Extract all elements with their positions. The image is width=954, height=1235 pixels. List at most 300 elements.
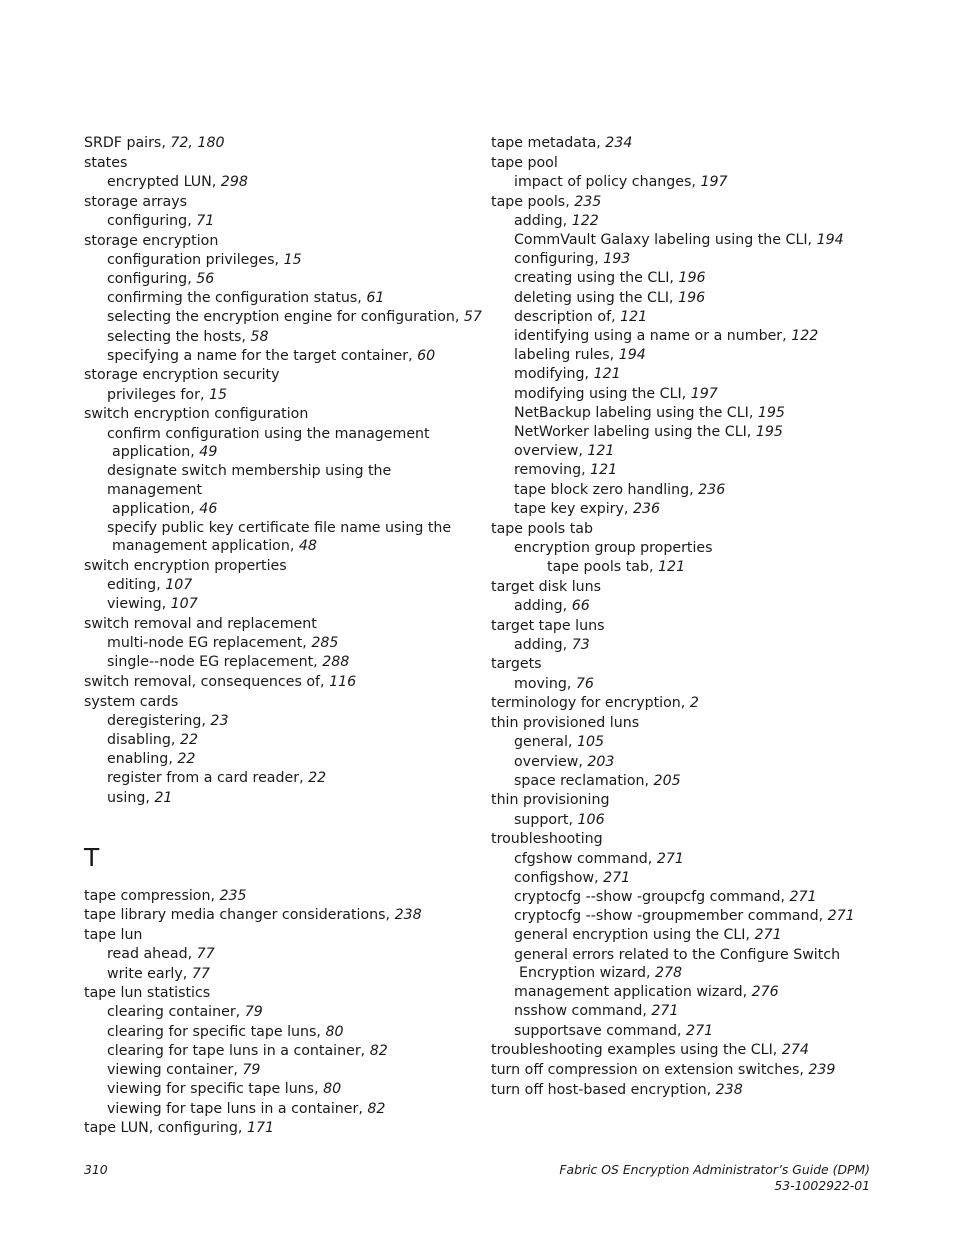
entry-page-ref[interactable]: 203 [587,753,615,770]
entry-page-ref[interactable]: 285 [311,634,339,651]
entry-separator: , [645,965,655,982]
entry-term: modifying [514,366,585,383]
index-subentry [514,461,931,480]
entry-separator: , [313,654,323,671]
entry-term: adding [514,636,563,653]
entry-term: thin provisioning [491,792,610,809]
entry-page-ref[interactable]: 73 [571,636,590,653]
entry-separator: , [567,734,577,751]
entry-separator: , [647,850,657,867]
index-entry [84,154,476,173]
entry-term: confirm configuration using the management [107,425,430,442]
entry-page-ref[interactable]: 58 [250,328,269,345]
entry-term: single--node EG replacement [107,654,314,671]
entry-page-ref[interactable]: 195 [755,424,783,441]
index-subentry [107,634,476,653]
entry-page-ref[interactable]: 271 [651,1003,679,1020]
entry-term: NetBackup labeling using the CLI [514,404,749,421]
footer-doc-info [559,1162,870,1194]
index-subentry [514,231,931,250]
entry-page-ref[interactable]: 77 [191,965,210,982]
entry-term: turn off host-based encryption [491,1081,707,1098]
entry-separator: , [190,444,200,461]
entry-page-ref[interactable]: 23 [210,712,229,729]
entry-separator: , [677,1022,687,1039]
entry-term: deleting using the CLI [514,289,670,306]
entry-page-ref[interactable]: 171 [246,1120,275,1137]
entry-page-ref[interactable]: 276 [751,984,779,1001]
entry-page-ref[interactable]: 107 [165,576,193,593]
index-subentry [107,1100,476,1119]
index-subentry [107,576,476,595]
entry-separator: , [190,500,200,517]
index-entry [491,1061,931,1080]
index-entry [491,154,931,173]
entry-term: target tape luns [491,617,605,634]
entry-term: clearing for tape luns in a container [107,1042,361,1059]
entry-page-ref[interactable]: 76 [575,675,594,692]
entry-page-ref[interactable]: 48 [298,538,317,555]
entry-page-ref[interactable]: 271 [827,908,855,925]
index-entry [84,615,476,634]
entry-separator: , [578,443,588,460]
entry-separator: , [562,212,572,229]
entry-term: tape library media changer considerations [84,907,386,924]
entry-page-ref[interactable]: 239 [808,1061,836,1078]
entry-page-ref[interactable]: 22 [308,770,327,787]
index-entry [491,830,931,849]
entry-separator: , [170,731,180,748]
entry-separator: , [314,1081,324,1098]
entry-term: viewing [107,596,162,613]
entry-separator: , [168,751,178,768]
entry-page-ref[interactable]: 238 [715,1081,743,1098]
entry-separator: , [565,193,575,210]
entry-separator: , [581,462,591,479]
index-subentry [514,888,931,907]
index-entry [491,193,931,212]
entry-separator: , [289,538,299,555]
index-subentry [514,327,931,346]
entry-page-ref[interactable]: 236 [698,481,726,498]
section-letter: T [84,842,100,872]
index-entry [491,714,931,733]
entry-page-ref[interactable]: 79 [244,1004,263,1021]
entry-separator: , [669,270,679,287]
entry-page-ref[interactable]: 236 [632,500,661,517]
index-subentry [107,173,476,192]
entry-page-ref[interactable]: 288 [322,654,350,671]
entry-page-ref[interactable]: 116 [329,673,357,690]
entry-term: specify public key certificate file name using the [107,519,452,536]
entry-page-ref[interactable]: 15 [208,386,228,403]
entry-term-cont-text: application [112,444,191,461]
entry-page-ref[interactable]: 22 [179,731,199,748]
entry-separator: , [156,576,166,593]
entry-term: using [107,789,146,806]
index-subentry [514,675,931,694]
entry-page-ref[interactable]: 107 [170,596,198,613]
entry-term: cryptocfg --show -groupcfg command [514,888,781,905]
index-subentry [514,385,931,404]
entry-separator: , [782,328,792,345]
entry-page-ref[interactable]: 238 [394,907,422,924]
index-subentry [107,212,476,231]
entry-separator: , [408,347,418,364]
index-subentry [514,926,931,945]
entry-page-ref[interactable]: 274 [781,1042,809,1059]
index-subentry [107,750,476,769]
index-subentry [514,539,931,558]
entry-page-ref[interactable]: 205 [653,772,681,789]
entry-separator: , [578,753,588,770]
index-subentry [107,789,476,808]
index-subentry [514,811,931,830]
entry-term: editing [107,576,157,593]
entry-term: adding [514,597,563,614]
footer-page-number: 310 [84,1162,108,1177]
entry-term: viewing for tape luns in a container [107,1100,359,1117]
entry-page-ref[interactable]: 196 [678,270,706,287]
entry-term: selecting the encryption engine for configuration [107,309,455,326]
index-subentry [107,251,476,270]
entry-separator: , [648,558,659,575]
entry-term: labeling rules [514,347,610,364]
index-entry [491,1041,931,1060]
index-subentry [514,850,931,869]
index-entry [84,926,476,945]
entry-page-ref[interactable]: 121 [587,443,615,460]
entry-term: troubleshooting [491,831,603,848]
index-subentry [514,481,931,500]
entry-page-ref[interactable]: 49 [199,444,218,461]
entry-page-ref[interactable]: 61 [366,290,385,307]
index-subentry [514,250,931,269]
entry-separator: , [742,984,752,1001]
entry-term: support [514,811,569,828]
entry-separator: , [584,366,594,383]
entry-separator: , [454,309,464,326]
index-block-s [84,134,482,808]
entry-page-ref[interactable]: 194 [618,347,646,364]
index-subentry [107,1023,476,1042]
entry-term: configuring [107,270,188,287]
entry-separator: , [187,946,197,963]
index-subentry [107,308,482,327]
entry-page-ref[interactable]: 271 [656,850,684,867]
entry-separator: , [568,811,578,828]
entry-page-ref[interactable]: 56 [196,270,215,287]
entry-term: overview [514,753,579,770]
index-entry [84,673,476,692]
entry-term: register from a card reader [107,770,300,787]
entry-term: read ahead [107,946,188,963]
entry-page-ref[interactable]: 77 [196,946,215,963]
index-subentry [107,769,476,788]
entry-page-ref[interactable]: 121 [620,308,648,325]
entry-separator: , [302,634,312,651]
index-subentry [107,270,476,289]
entry-page-ref[interactable]: 79 [242,1062,261,1079]
entry-term: targets [491,656,542,673]
entry-separator: , [562,597,572,614]
entry-page-ref[interactable]: 197 [690,385,718,402]
entry-term: system cards [84,693,179,710]
entry-term: encrypted LUN [107,173,212,190]
entry-term: impact of policy changes [514,173,692,190]
entry-separator: , [385,907,395,924]
entry-term: multi-node EG replacement [107,634,303,651]
entry-page-ref[interactable]: 60 [417,347,436,364]
entry-separator: , [235,1004,245,1021]
index-entry [491,134,931,153]
entry-term: tape pools [491,193,566,210]
index-subentry [107,462,476,518]
index-subentry [514,597,931,616]
entry-term: tape lun [84,927,143,944]
index-subentry [514,289,931,308]
entry-page-ref[interactable]: 121 [593,366,621,383]
footer-doc-number: 53-1002922-01 [774,1178,870,1193]
entry-term: terminology for encryption [491,695,681,712]
index-subentry [514,753,931,772]
index-subentry [107,425,476,463]
entry-term: target disk luns [491,578,602,595]
entry-term: tape compression [84,887,211,904]
index-subentry [107,1080,476,1099]
index-block-t [84,887,476,1139]
entry-term: write early [107,965,183,982]
entry-term: switch removal and replacement [84,615,317,632]
index-subentry [514,269,931,288]
entry-page-ref[interactable]: 193 [603,251,631,268]
entry-term: cfgshow command [514,850,648,867]
entry-separator: , [182,965,192,982]
entry-separator: , [187,212,197,229]
entry-term: privileges for [107,386,200,403]
entry-term: configuring [107,212,188,229]
entry-page-ref[interactable]: 271 [686,1022,714,1039]
entry-page-ref[interactable]: 121 [590,462,618,479]
entry-page-ref[interactable]: 194 [816,232,844,249]
entry-term-continued [514,964,931,983]
entry-separator: , [145,789,155,806]
entry-term: tape metadata [491,135,597,151]
index-subentry [514,173,931,192]
entry-term: troubleshooting examples using the CLI [491,1042,773,1059]
entry-page-ref[interactable]: 106 [577,811,605,828]
entry-term: deregistering [107,712,202,729]
entry-term: removing [514,462,582,479]
entry-term: moving [514,675,567,692]
entry-separator: , [799,1061,809,1078]
entry-page-ref[interactable]: 82 [369,1042,388,1059]
entry-page-ref[interactable]: 105 [576,734,605,751]
index-subentry [107,712,476,731]
entry-page-ref[interactable]: 46 [199,500,218,517]
entry-page-ref[interactable]: 80 [323,1081,342,1098]
index-entry [84,887,476,906]
entry-term: clearing for specific tape luns [107,1023,317,1040]
entry-separator: , [274,251,284,268]
entry-term: switch encryption configuration [84,406,309,423]
entry-page-ref[interactable]: 122 [791,328,819,345]
index-entry [84,232,476,251]
entry-separator: , [818,908,828,925]
entry-term: cryptocfg --show -groupmember command [514,908,819,925]
index-entry [491,520,931,539]
index-entry [84,134,476,153]
entry-term: configuration privileges [107,251,275,268]
entry-page-ref[interactable]: 271 [603,869,631,886]
entry-page-ref[interactable]: 71 [196,212,215,229]
entry-term: storage encryption security [84,367,280,384]
entry-term: switch removal, consequences of [84,673,321,690]
entry-term: storage encryption [84,232,219,249]
entry-page-ref[interactable]: 196 [678,289,706,306]
entry-term: description of [514,308,612,325]
index-entry [84,557,476,576]
entry-term: modifying using the CLI [514,385,682,402]
entry-page-ref[interactable]: 271 [754,927,782,944]
entry-separator: , [316,1023,326,1040]
entry-term: management application wizard [514,984,743,1001]
entry-page-ref[interactable]: 15 [283,251,302,268]
entry-term: confirming the configuration status [107,290,358,307]
entry-separator: , [211,173,221,190]
entry-term: tape pools tab [547,558,649,575]
entry-term: CommVault Galaxy labeling using the CLI [514,232,808,249]
entry-separator: , [241,328,251,345]
entry-term-continued [107,500,476,519]
index-entry [491,578,931,597]
index-column-right [491,134,931,1100]
entry-separator: , [201,712,211,729]
entry-term: tape block zero handling [514,481,690,498]
entry-page-ref[interactable]: 278 [654,965,683,982]
entry-page-ref[interactable]: 22 [177,751,196,768]
entry-separator: , [642,1003,652,1020]
entry-separator: , [594,251,604,268]
entry-page-ref[interactable]: 122 [571,212,599,229]
index-subentry [107,386,476,405]
entry-page-ref[interactable]: 197 [700,173,728,190]
index-subentry [107,1003,476,1022]
entry-separator: , [210,887,220,904]
entry-separator: , [237,1120,247,1137]
entry-term: general [514,734,568,751]
entry-separator: , [807,232,817,249]
entry-separator: , [299,770,309,787]
entry-term: adding [514,212,563,229]
index-entry [491,791,931,810]
entry-page-ref[interactable]: 72, 180 [170,135,225,151]
entry-term-cont-text: management application [112,538,290,555]
entry-separator: , [161,596,171,613]
entry-term: NetWorker labeling using the CLI [514,424,747,441]
entry-separator: , [746,424,756,441]
entry-term: encryption group properties [514,539,713,556]
entry-page-ref[interactable]: 235 [574,193,602,210]
entry-term: overview [514,443,579,460]
index-subentry [514,869,931,888]
entry-term-cont-text: application [112,500,191,517]
entry-term: tape LUN, configuring [84,1120,238,1137]
entry-separator: , [199,386,209,403]
index-subentry [107,328,476,347]
entry-term: thin provisioned luns [491,715,640,732]
entry-page-ref[interactable]: 82 [367,1100,386,1117]
entry-separator: , [623,500,633,517]
entry-separator: , [320,673,330,690]
entry-separator: , [609,347,619,364]
index-subentry [107,731,476,750]
entry-term: space reclamation [514,772,645,789]
entry-page-ref[interactable]: 57 [463,309,482,326]
entry-page-ref[interactable]: 80 [325,1023,344,1040]
entry-term: identifying using a name or a number [514,328,783,345]
entry-term: viewing container [107,1062,234,1079]
entry-term: enabling [107,751,169,768]
entry-separator: , [358,1100,368,1117]
entry-separator: , [745,927,755,944]
entry-term: disabling [107,731,171,748]
index-subentry [107,1042,476,1061]
entry-separator: , [596,135,606,151]
footer-doc-title: Fabric OS Encryption Administrator’s Guide (DPM) [559,1162,870,1177]
entry-separator: , [772,1042,782,1059]
entry-separator: , [689,481,699,498]
entry-separator: , [669,289,679,306]
index-subentry [514,1022,931,1041]
entry-page-ref[interactable]: 271 [789,888,817,905]
entry-page-ref[interactable]: 121 [658,558,686,575]
index-subentry [514,946,931,984]
index-subentry [547,558,931,577]
entry-term: viewing for specific tape luns [107,1081,315,1098]
entry-page-ref[interactable]: 21 [154,789,173,806]
entry-page-ref[interactable]: 235 [219,887,247,904]
entry-page-ref[interactable]: 234 [605,135,633,151]
entry-separator: , [594,869,604,886]
entry-separator: , [357,290,367,307]
index-entry [491,1081,931,1100]
index-subentry [514,772,931,791]
entry-term: clearing container [107,1004,236,1021]
entry-term: turn off compression on extension switches [491,1061,800,1078]
entry-term: creating using the CLI [514,270,670,287]
entry-separator: , [644,772,654,789]
entry-separator: , [780,888,790,905]
entry-term-continued [107,443,476,462]
index-entry [84,366,476,385]
entry-separator: , [691,173,701,190]
entry-page-ref[interactable]: 2 [689,695,699,712]
entry-term: tape pools tab [491,520,593,537]
entry-term: general encryption using the CLI [514,927,746,944]
entry-term: storage arrays [84,193,187,210]
entry-separator: , [748,404,758,421]
entry-page-ref[interactable]: 298 [220,173,248,190]
index-entry [84,405,476,424]
entry-term: tape pool [491,154,558,171]
entry-separator: , [611,308,621,325]
entry-term: switch encryption properties [84,557,287,574]
entry-term: configuring [514,251,595,268]
entry-term: states [84,154,128,171]
entry-page-ref[interactable]: 66 [571,597,590,614]
entry-page-ref[interactable]: 195 [757,404,785,421]
